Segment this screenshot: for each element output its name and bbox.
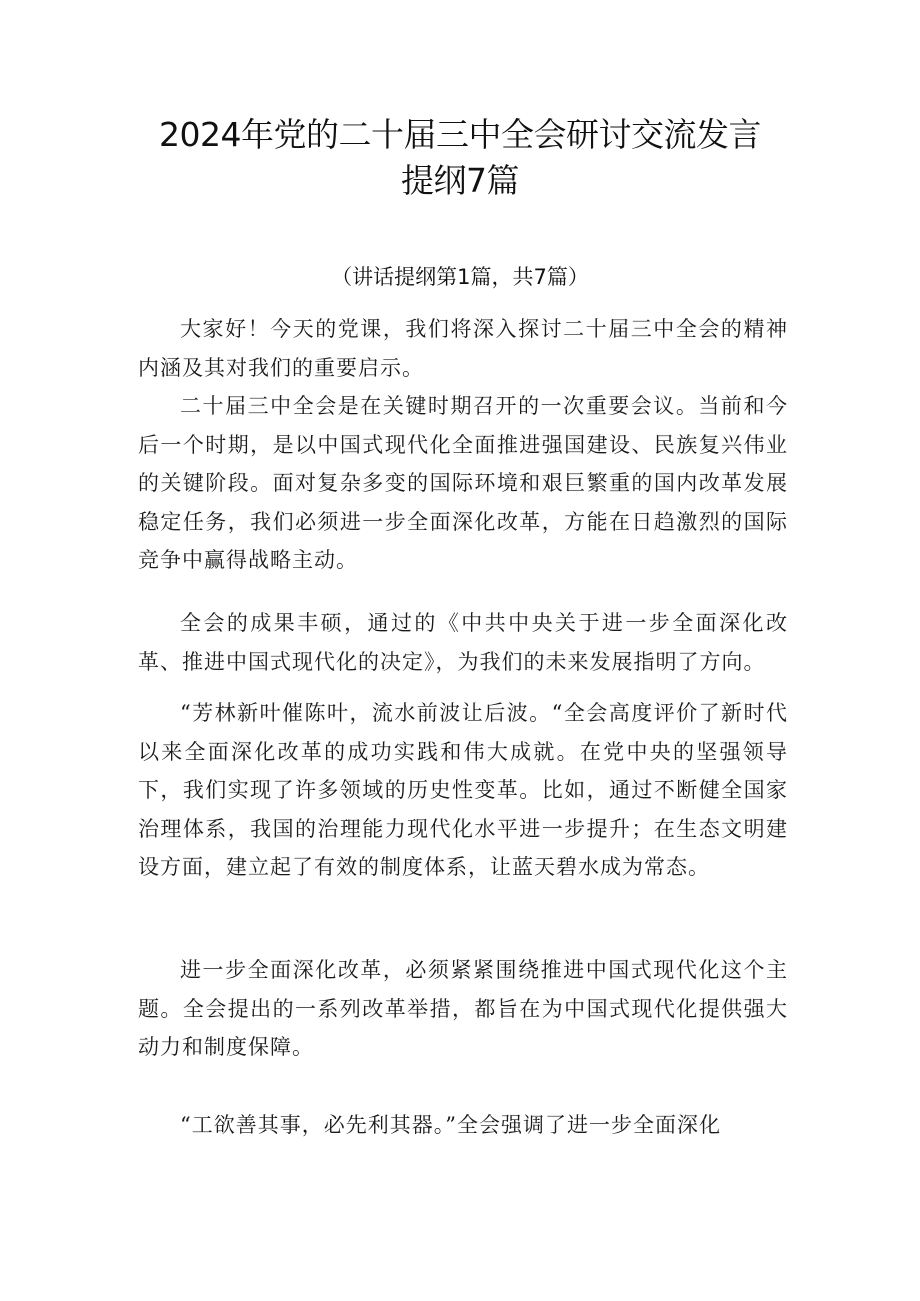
document-subtitle: （讲话提纲第1篇，共7篇） <box>331 265 589 289</box>
body-paragraph: 大家好！今天的党课，我们将深入探讨二十届三中全会的精神内涵及其对我们的重要启示。 <box>138 317 788 380</box>
body-paragraph: 二十届三中全会是在关键时期召开的一次重要会议。当前和今后一个时期，是以中国式现代化全面推进强国建设、民族复兴伟业的关键阶段。面对复杂多变的国际环境和艰巨繁重的国内改革发展稳定任务，我们必须进一步全面深化改革，方能在日趋激烈的国际竞争中赢得战略主动。 <box>138 394 788 572</box>
body-paragraph: “工欲善其事，必先利其器。”全会强调了进一步全面深化 <box>180 1113 721 1137</box>
document-title <box>120 112 800 204</box>
title-line-2: 提纲7篇 <box>401 161 519 200</box>
body-paragraph: 进一步全面深化改革，必须紧紧围绕推进中国式现代化这个主题。全会提出的一系列改革举措，都旨在为中国式现代化提供强大动力和制度保障。 <box>138 958 788 1059</box>
body-paragraph: 全会的成果丰硕，通过的《中共中央关于进一步全面深化改革、推进中国式现代化的决定》，为我们的未来发展指明了方向。 <box>138 611 788 674</box>
title-line-1: 2024年党的二十届三中全会研讨交流发言 <box>159 115 761 154</box>
body-paragraph: “芳林新叶催陈叶，流水前波让后波。“全会高度评价了新时代以来全面深化改革的成功实践和伟大成就。在党中央的坚强领导下，我们实现了许多领域的历史性变革。比如，通过不断健全国家治理体系，我国的治理能力现代化水平进一步提升；在生态文明建设方面，建立起了有效的制度体系，让蓝天碧水成为常态。 <box>138 701 788 879</box>
